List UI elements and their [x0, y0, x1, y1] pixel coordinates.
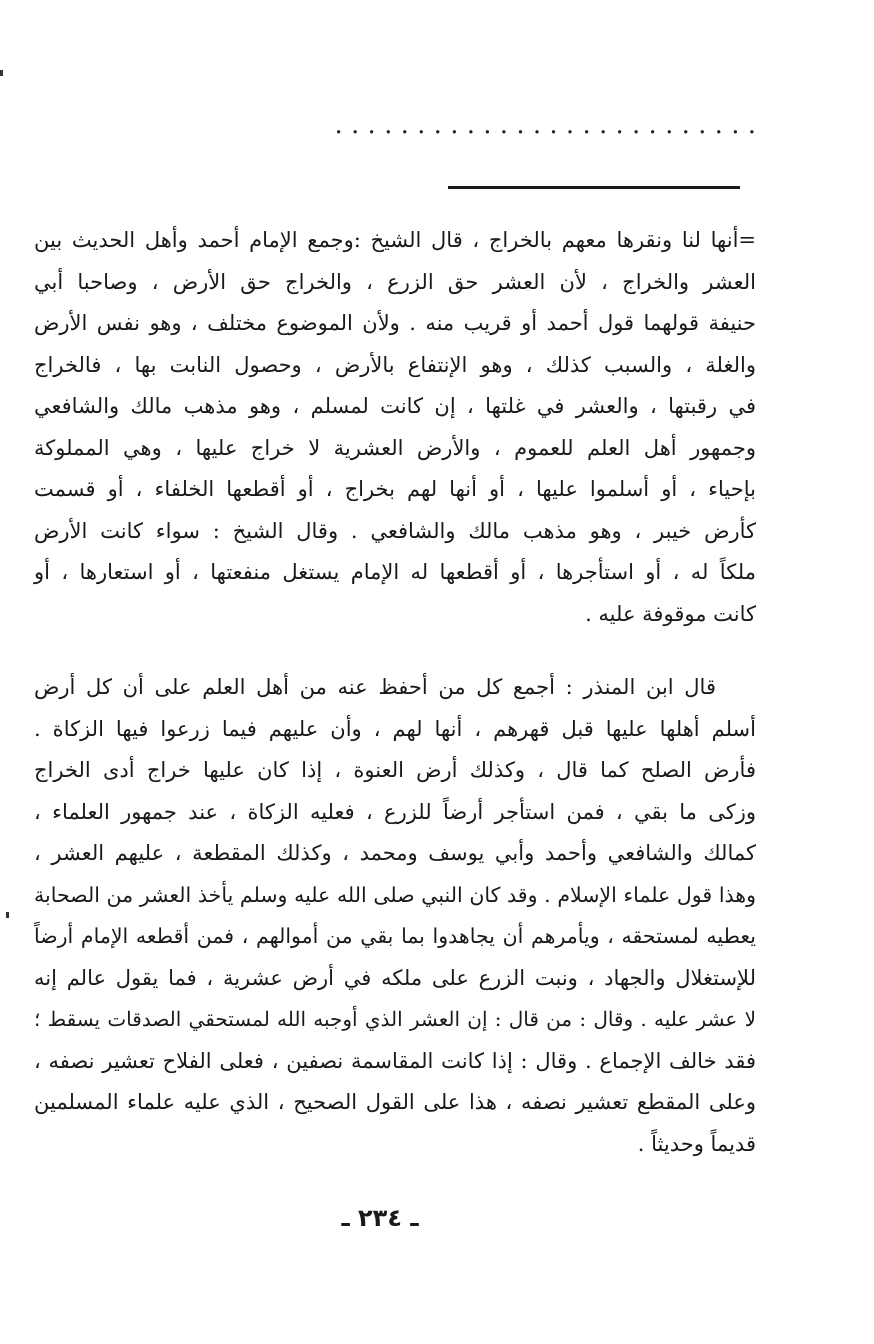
footnote-rule	[448, 186, 740, 189]
paragraph-line: قال ابن المنذر : أجمع كل من أحفظ عنه من أهل العلم على أن كل أرض	[34, 675, 716, 699]
footnote-continuation	[34, 220, 756, 635]
footnote-line: بإحياء ، أو أسلموا عليها ، أو أنها لهم بخراج ، أو أقطعها الخلفاء ، أو قسمت	[34, 477, 756, 501]
footnote-line: كأرض خيبر ، وهو مذهب مالك والشافعي . وقال الشيخ : سواء كانت الأرض	[34, 518, 756, 543]
margin-speck	[0, 70, 3, 76]
paragraph-line: أسلم أهلها عليها قبل قهرهم ، أنها لهم ، وأن عليهم فيما زرعوا فيها الزكاة .	[34, 716, 756, 741]
footnote-line: والغلة ، والسبب كذلك ، وهو الإنتفاع بالأرض ، وحصول النابت بها ، فالخراج	[34, 352, 756, 377]
paragraph-line: فقد خالف الإجماع . وقال : إذا كانت المقاسمة نصفين ، فعلى الفلاح تعشير نصفه ،	[34, 1048, 756, 1073]
separator-dots: . . . . . . . . . . . . . . . . . . . . . . . . . .	[334, 112, 756, 138]
paragraph-line: للإستغلال والجهاد ، ونبت الزرع على ملكه في أرض عشرية ، فما يقول عالم إنه	[34, 965, 756, 990]
paragraph-line: يعطيه لمستحقه ، ويأمرهم أن يجاهدوا بما بقي من أموالهم ، فمن أقطعه الإمام أرضاً	[34, 924, 756, 948]
footnote-line: العشر والخراج ، لأن العشر حق الزرع ، والخراج حق الأرض ، وصاحبا أبي	[34, 269, 756, 294]
paragraph-line: قديماً وحديثاً .	[637, 1131, 756, 1156]
margin-speck	[6, 912, 9, 918]
paragraph-line: وزكى ما بقي ، فمن استأجر أرضاً للزرع ، فعليه الزكاة ، عند جمهور العلماء ،	[34, 799, 756, 824]
footnote-line: =أنها لنا ونقرها معهم بالخراج ، قال الشيخ :وجمع الإمام أحمد وأهل الحديث بين	[34, 228, 756, 252]
paragraph-line: وهذا قول علماء الإسلام . وقد كان النبي صلى الله عليه وسلم يأخذ العشر من الصحابة	[34, 882, 756, 907]
main-paragraph	[34, 667, 756, 1165]
paragraph-line: وعلى المقطع تعشير نصفه ، هذا على القول الصحيح ، الذي عليه علماء المسلمين	[34, 1090, 756, 1114]
footnote-line: حنيفة قولهما قول أحمد أو قريب منه . ولأن الموضوع مختلف ، وهو نفس الأرض	[34, 311, 756, 335]
page-number: ـ ٢٣٤ ـ	[341, 1204, 419, 1232]
footnote-line: في رقبتها ، والعشر في غلتها ، إن كانت لمسلم ، وهو مذهب مالك والشافعي	[34, 394, 756, 418]
paragraph-line: كمالك والشافعي وأحمد وأبي يوسف ومحمد ، وكذلك المقطعة ، عليهم العشر ،	[34, 841, 756, 865]
paragraph-line: فأرض الصلح كما قال ، وكذلك أرض العنوة ، إذا كان عليها خراج أدى الخراج	[34, 758, 756, 782]
footnote-line: كانت موقوفة عليه .	[585, 601, 756, 626]
paragraph-line: لا عشر عليه . وقال : من قال : إن العشر الذي أوجبه الله لمستحقي الصدقات يسقط ؛	[34, 1007, 756, 1031]
footnote-line: ملكاً له ، أو استأجرها ، أو أقطعها له الإمام يستغل منفعتها ، أو استعارها ، أو	[34, 560, 756, 584]
footnote-line: وجمهور أهل العلم للعموم ، والأرض العشرية لا خراج عليها ، وهي المملوكة	[34, 435, 756, 460]
